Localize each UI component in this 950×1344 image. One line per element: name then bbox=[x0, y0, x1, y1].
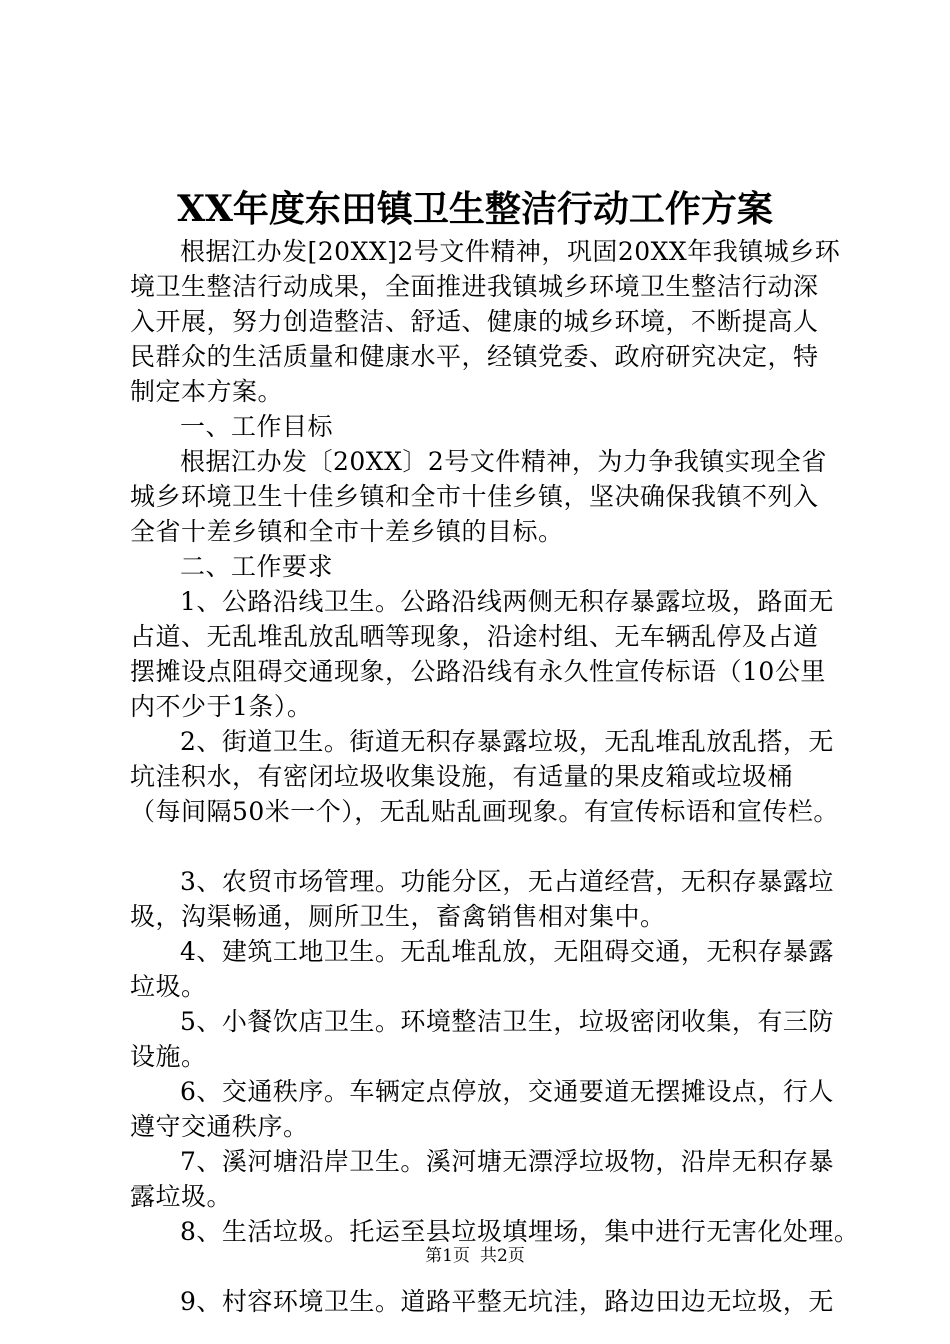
document-title: XX年度东田镇卫生整洁行动工作方案 bbox=[177, 188, 773, 230]
page-footer bbox=[0, 1244, 950, 1268]
body-line: 根据江办发[20XX]2号文件精神，巩固20XX年我镇城乡环 bbox=[180, 237, 841, 266]
body-line: 坑洼积水，有密闭垃圾收集设施，有适量的果皮箱或垃圾桶 bbox=[130, 762, 794, 791]
body-line: 入开展，努力创造整洁、舒适、健康的城乡环境，不断提高人 bbox=[130, 307, 819, 336]
body-line: 圾，沟渠畅通，厕所卫生，畜禽销售相对集中。 bbox=[130, 902, 666, 931]
page-total: 共2页 bbox=[480, 1246, 525, 1266]
body-line: （每间隔50米一个），无乱贴乱画现象。有宣传标语和宣传栏。 bbox=[130, 797, 839, 826]
body-line: 全省十差乡镇和全市十差乡镇的目标。 bbox=[130, 517, 564, 546]
body-line: 9、村容环境卫生。道路平整无坑洼，路边田边无垃圾，无 bbox=[180, 1287, 834, 1316]
body-line: 遵守交通秩序。 bbox=[130, 1112, 309, 1141]
body-line: 设施。 bbox=[130, 1042, 207, 1071]
body-line: 3、农贸市场管理。功能分区，无占道经营，无积存暴露垃 bbox=[180, 867, 834, 896]
section-heading: 一、工作目标 bbox=[180, 412, 334, 441]
section-heading: 二、工作要求 bbox=[180, 552, 334, 581]
body-line: 4、建筑工地卫生。无乱堆乱放，无阻碍交通，无积存暴露 bbox=[180, 937, 834, 966]
document-body bbox=[130, 234, 860, 1319]
body-line: 5、小餐饮店卫生。环境整洁卫生，垃圾密闭收集，有三防 bbox=[180, 1007, 834, 1036]
body-line: 民群众的生活质量和健康水平，经镇党委、政府研究决定，特 bbox=[130, 342, 819, 371]
body-line: 7、溪河塘沿岸卫生。溪河塘无漂浮垃圾物，沿岸无积存暴 bbox=[180, 1147, 834, 1176]
page-number: 第1页 bbox=[425, 1246, 470, 1266]
body-line: 2、街道卫生。街道无积存暴露垃圾，无乱堆乱放乱搭，无 bbox=[180, 727, 834, 756]
body-line: 摆摊设点阻碍交通现象，公路沿线有永久性宣传标语（10公里 bbox=[130, 657, 826, 686]
body-line: 内不少于1条）。 bbox=[130, 692, 313, 721]
body-line: 露垃圾。 bbox=[130, 1182, 233, 1211]
body-line: 制定本方案。 bbox=[130, 377, 284, 406]
body-line: 6、交通秩序。车辆定点停放，交通要道无摆摊设点，行人 bbox=[180, 1077, 834, 1106]
body-line: 城乡环境卫生十佳乡镇和全市十佳乡镇，坚决确保我镇不列入 bbox=[130, 482, 819, 511]
body-line: 垃圾。 bbox=[130, 972, 207, 1001]
blank-line bbox=[130, 829, 830, 864]
body-line: 境卫生整洁行动成果，全面推进我镇城乡环境卫生整洁行动深 bbox=[130, 272, 819, 301]
body-line: 8、生活垃圾。托运至县垃圾填埋场，集中进行无害化处理。 bbox=[180, 1217, 860, 1246]
body-line: 占道、无乱堆乱放乱晒等现象，沿途村组、无车辆乱停及占道 bbox=[130, 622, 819, 651]
body-line: 根据江办发〔20XX〕2号文件精神，为力争我镇实现全省 bbox=[180, 447, 827, 476]
body-line: 1、公路沿线卫生。公路沿线两侧无积存暴露垃圾，路面无 bbox=[180, 587, 834, 616]
